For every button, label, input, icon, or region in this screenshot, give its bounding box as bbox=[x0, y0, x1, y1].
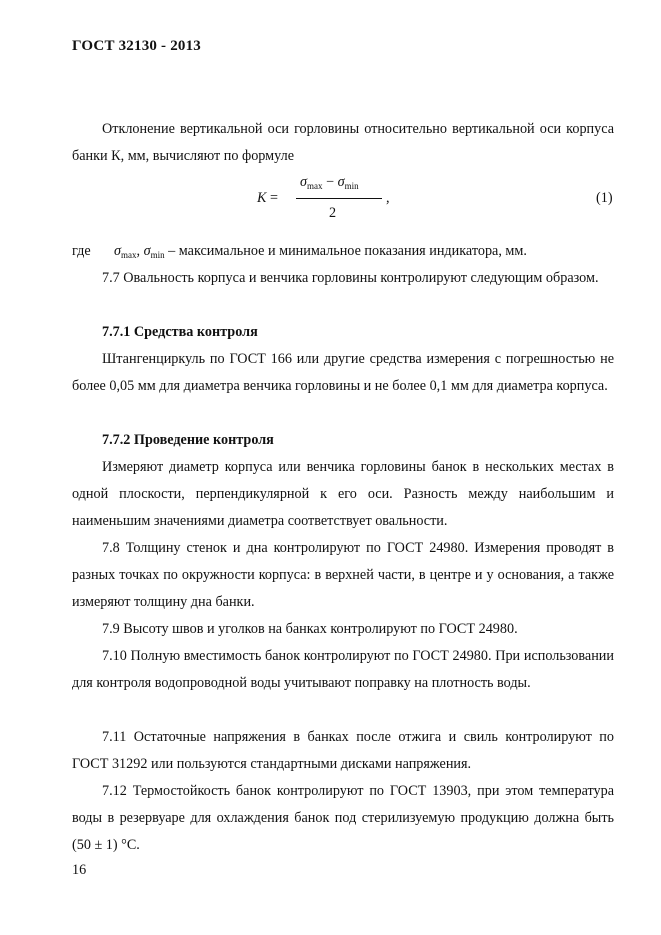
heading-7-7-2: 7.7.2 Проведение контроля bbox=[102, 432, 274, 448]
formula-numerator: $\sigma_{max} - \sigma_{min}$ bbox=[300, 174, 359, 191]
paragraph-7-12: 7.12 Термостойкость банок контролируют по ГОСТ 13903, при этом температура воды в резервуаре для охлаждения банок под стерилизуемую продукцию должна быть (50 ± 1) °С. bbox=[72, 783, 614, 853]
heading-7-7-1: 7.7.1 Средства контроля bbox=[102, 324, 258, 340]
paragraph-7-7-1: Штангенциркуль по ГОСТ 166 или другие средства измерения с погрешностью не более 0,05 мм для диаметра венчика горловины и не более 0,1 мм для диаметра корпуса. bbox=[72, 351, 614, 394]
fraction-line bbox=[296, 198, 382, 199]
formula-lhs: K bbox=[257, 190, 267, 206]
paragraph-7-7: 7.7 Овальность корпуса и венчика горловины контролируют следующим образом. bbox=[102, 270, 599, 286]
where-label: где bbox=[72, 243, 91, 259]
page-number: 16 bbox=[72, 862, 87, 878]
paragraph-7-7-2: Измеряют диаметр корпуса или венчика горловины банок в нескольких местах в одной плоскости, перпендикулярной к его оси. Разность между наибольшим и наименьшим значениями диаметра соответствует овальности. bbox=[72, 459, 614, 529]
intro-paragraph: Отклонение вертикальной оси горловины относительно вертикальной оси корпуса банки К, мм, вычисляют по формуле bbox=[72, 121, 614, 164]
document-header: ГОСТ 32130 - 2013 bbox=[72, 38, 202, 54]
formula-denominator: 2 bbox=[329, 205, 337, 221]
paragraph-7-8: 7.8 Толщину стенок и дна контролируют по ГОСТ 24980. Измерения проводят в разных точках по окружности корпуса: в верхней части, в центре и у основания, а также измеряют толщину дна банки. bbox=[72, 540, 614, 610]
where-text: – максимальное и минимальное показания индикатора, мм. bbox=[164, 243, 527, 259]
formula-number: (1) bbox=[596, 190, 613, 206]
formula-comma: , bbox=[386, 190, 390, 206]
paragraph-7-9: 7.9 Высоту швов и уголков на банках контролируют по ГОСТ 24980. bbox=[102, 621, 518, 637]
paragraph-7-10: 7.10 Полную вместимость банок контролируют по ГОСТ 24980. При использовании для контроля водопроводной воды учитывают поправку на плотность воды. bbox=[72, 648, 614, 691]
where-clause: где $\sigma_{max}$, $\sigma_{min}$ – максимальное и минимальное показания индикатора, мм. bbox=[72, 238, 614, 269]
formula-equals: = bbox=[270, 190, 279, 206]
paragraph-7-11: 7.11 Остаточные напряжения в банках после отжига и свиль контролируют по ГОСТ 31292 или пользуются стандартными дисками напряжения. bbox=[72, 729, 614, 772]
formula-1 bbox=[0, 170, 661, 230]
